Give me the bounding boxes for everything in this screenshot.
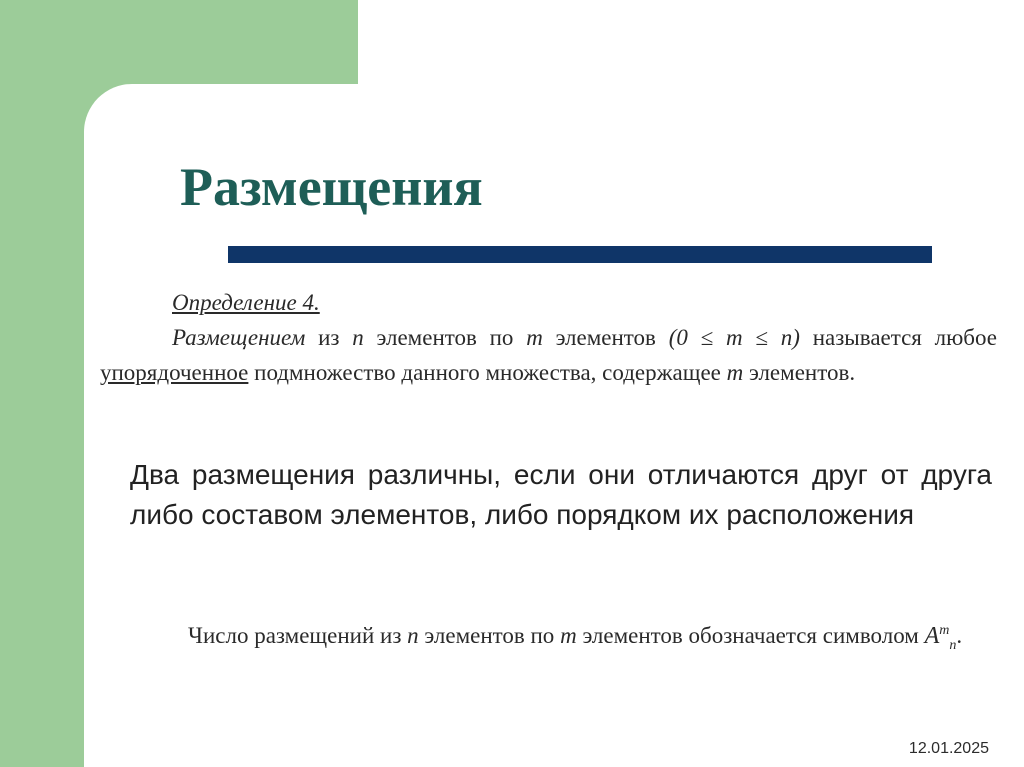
symbol-subscript: n [949,637,957,653]
variable-m: m [526,325,543,350]
definition-heading: Определение 4. [172,290,320,315]
notation-fragment: . [956,623,963,648]
variable-m: m [726,360,744,385]
arrangement-symbol [924,623,957,653]
notation-block [116,612,998,664]
definition-fragment: подмножество данного множества, содержащее [248,360,727,385]
symbol-superscript: m [939,623,950,638]
variable-m: m [560,623,577,648]
statement-text: Два размещения различны, если они отличаются друг от друга либо составом элементов, либо порядком их расположения [130,459,992,530]
title-underline-bar [228,246,932,263]
definition-term: Размещением [172,325,306,350]
definition-text [100,320,997,390]
notation-text [116,612,998,664]
slide-title: Размещения [180,157,483,217]
definition-fragment: называется любое [799,325,997,350]
definition-block [100,285,997,390]
definition-fragment: элементов по [363,325,527,350]
definition-fragment: элементов. [743,360,856,385]
notation-fragment: элементов по [418,623,561,648]
condition-formula: (0 ≤ m ≤ n) [668,325,800,350]
notation-fragment: элементов обозначается символом [576,623,925,648]
definition-fragment: элементов [542,325,669,350]
symbol-base: A [924,623,940,649]
variable-n: n [407,623,419,648]
variable-n: n [352,325,364,350]
notation-fragment: Число размещений из [188,623,408,648]
definition-fragment: из [305,325,353,350]
slide-date: 12.01.2025 [908,740,989,757]
ordered-word: упорядоченное [100,360,249,385]
